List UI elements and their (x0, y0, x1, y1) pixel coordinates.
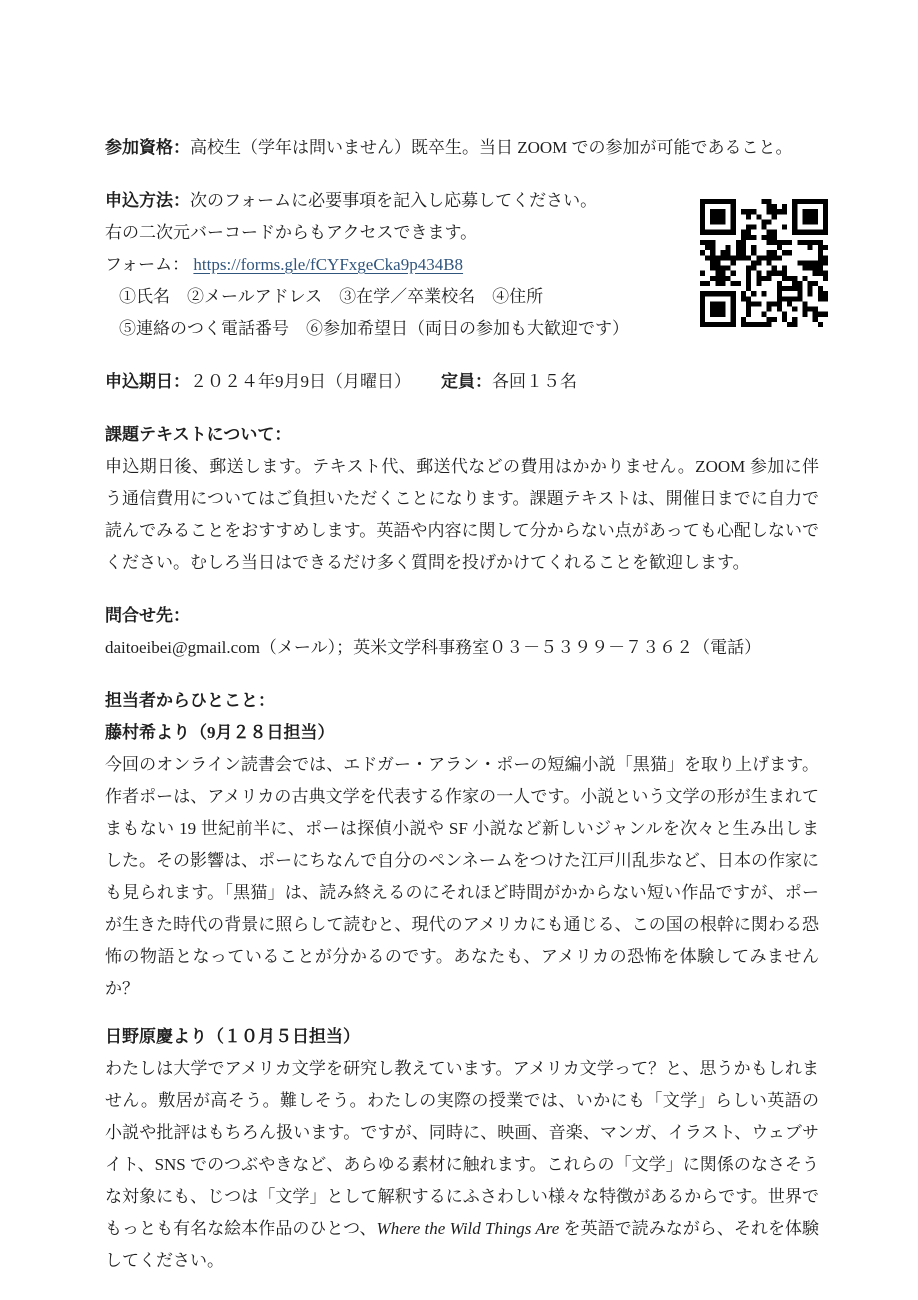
section-application (105, 185, 819, 345)
deadline-date: ２０２４年9月9日（月曜日） (190, 372, 411, 391)
deadline-label: 申込期日： (105, 372, 190, 391)
message2-body (105, 1053, 819, 1277)
messages-heading: 担当者からひとこと： (105, 691, 275, 710)
qualification-label: 参加資格： (105, 138, 190, 157)
document-content (105, 132, 819, 1298)
section-messages (105, 685, 819, 1277)
form-fields-line2: ⑤連絡のつく電話番号 ⑥参加希望日（両日の参加も大歓迎です） (119, 319, 629, 338)
capacity-value: 各回１５名 (492, 372, 577, 391)
book-title: Where the Wild Things Are (376, 1219, 560, 1238)
section-qualification (105, 132, 819, 164)
message1-author: 藤村希より（9月２８日担当） (105, 723, 335, 742)
section-contact (105, 600, 819, 664)
message2-text-before: わたしは大学でアメリカ文学を研究し教えています。アメリカ文学って？と、思うかもしれません。敷居が高そう。難しそう。わたしの実際の授業では、いかにも「文学」らしい英語の小説や批評はもちろん扱います。ですが、同時に、映画、音楽、マンガ、イラスト、ウェブサイト、SNS でのつぶやきなど、あらゆる素材に触れます。これらの「文学」に関係のなさそうな対象にも、じつは「文学」として解釈するにふさわしい様々な特徴があるからです。世界でもっとも有名な絵本作品のひとつ、 (105, 1059, 819, 1238)
qualification-text: 高校生（学年は問いません）既卒生。当日 ZOOM での参加が可能であること。 (190, 138, 793, 157)
capacity-label: 定員： (441, 372, 492, 391)
form-url-link[interactable]: https://forms.gle/fCYFxgeCka9p434B8 (193, 255, 464, 274)
application-label: 申込方法： (105, 191, 190, 210)
application-line1: 次のフォームに必要事項を記入し応募してください。 (190, 191, 598, 210)
contact-body: daitoeibei@gmail.com（メール）；英米文学科事務室０３－５３９９－７３６２（電話） (105, 638, 762, 657)
message2-text-after: を英語で読みながら、それを体験してください。 (105, 1219, 820, 1270)
qr-code (700, 199, 828, 327)
application-line2: 右の二次元バーコードからもアクセスできます。 (105, 223, 478, 242)
contact-heading: 問合せ先： (105, 606, 190, 625)
text-info-heading: 課題テキストについて： (105, 425, 292, 444)
section-text-info (105, 419, 819, 579)
section-deadline (105, 366, 819, 398)
message1-body: 今回のオンライン読書会では、エドガー・アラン・ポーの短編小説「黒猫」を取り上げます。作者ポーは、アメリカの古典文学を代表する作家の一人です。小説という文学の形が生まれてまもない 19 世紀前半に、ポーは探偵小説や SF 小説など新しいジャンルを次々と生み出しました。その影響は、ポーにちなんで自分のペンネームをつけた江戸川乱歩など、日本の作家にも見られます。「黒猫」は、読み終えるのにそれほど時間がかからない短い作品ですが、ポーが生きた時代の背景に照らして読むと、現代のアメリカにも通じる、この国の根幹に関わる恐怖の物語となっていることが分かるのです。あなたも、アメリカの恐怖を体験してみませんか？ (105, 755, 819, 998)
form-label: フォーム： (105, 255, 190, 274)
text-info-body: 申込期日後、郵送します。テキスト代、郵送代などの費用はかかりません。ZOOM 参加に伴う通信費用についてはご負担いただくことになります。課題テキストは、開催日までに自力で読んでみることをおすすめします。英語や内容に関して分からない点があっても心配しないでください。むしろ当日はできるだけ多く質問を投げかけてくれることを歓迎します。 (105, 457, 819, 572)
form-fields-line1: ①氏名 ②メールアドレス ③在学／卒業校名 ④住所 (119, 287, 544, 306)
message2-author: 日野原慶より（１０月５日担当） (105, 1027, 360, 1046)
